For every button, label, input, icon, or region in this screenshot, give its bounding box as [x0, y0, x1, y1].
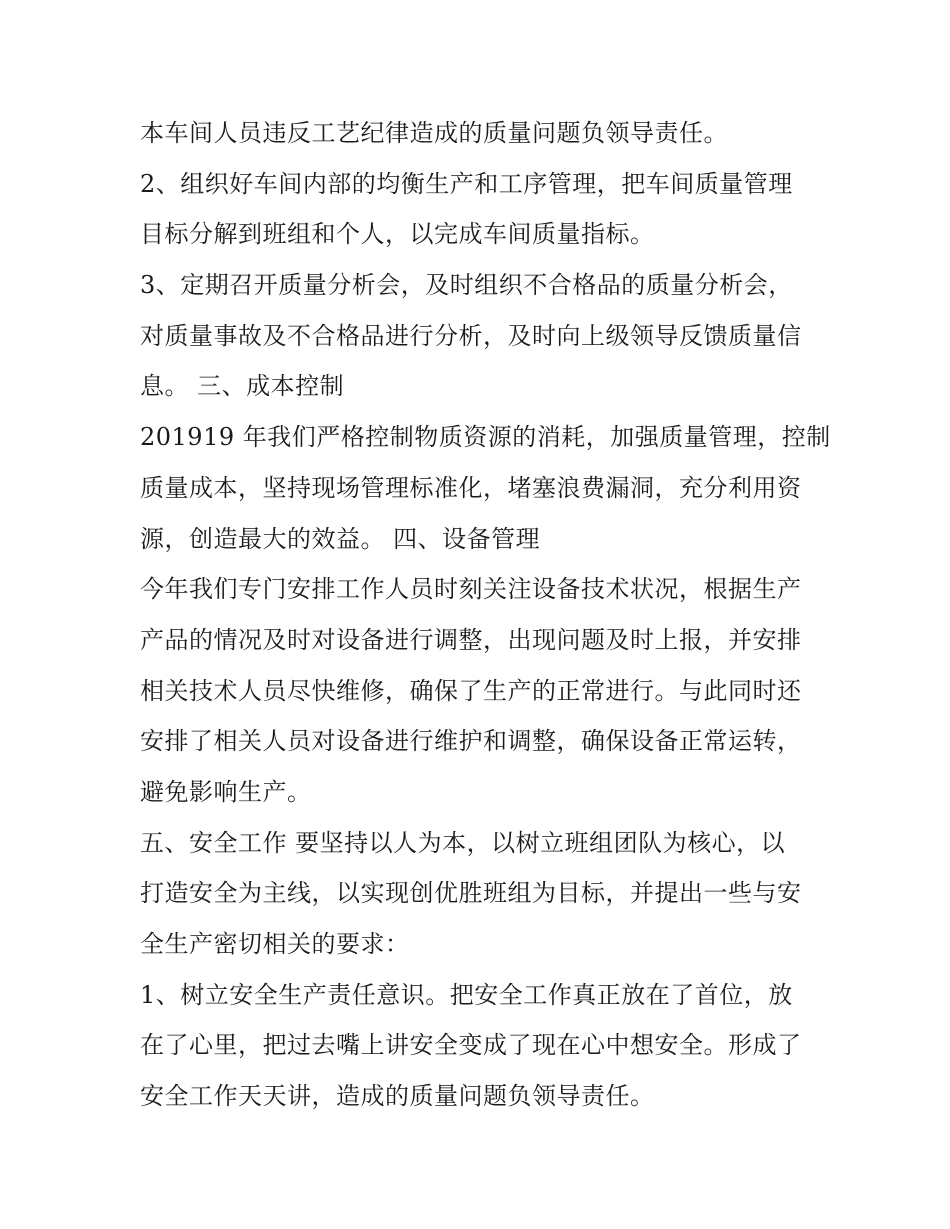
text-line: 息。 三、成本控制: [140, 372, 345, 401]
text-line: 在了心里，把过去嘴上讲安全变成了现在心中想安全。形成了: [140, 1031, 802, 1060]
text-line: 对质量事故及不合格品进行分析，及时向上级领导反馈质量信: [140, 321, 802, 350]
text-line: 产品的情况及时对设备进行调整，出现问题及时上报，并安排: [140, 625, 802, 654]
text-line: 质量成本，坚持现场管理标准化，堵塞浪费漏洞，充分利用资: [140, 473, 802, 502]
text-line: 201919 年我们严格控制物质资源的消耗，加强质量管理，控制: [140, 423, 831, 452]
text-line: 安排了相关人员对设备进行维护和调整，确保设备正常运转，: [140, 727, 802, 756]
text-line: 本车间人员违反工艺纪律造成的质量问题负领导责任。: [140, 119, 728, 147]
text-line: 安全工作天天讲，造成的质量问题负领导责任。: [140, 1082, 655, 1111]
text-line: 今年我们专门安排工作人员时刻关注设备技术状况，根据生产: [140, 575, 802, 604]
text-line: 打造安全为主线，以实现创优胜班组为目标，并提出一些与安: [140, 879, 802, 908]
text-line: 避免影响生产。: [140, 777, 312, 806]
text-line: 相关技术人员尽快维修，确保了生产的正常进行。与此同时还: [140, 676, 802, 705]
text-line: 源，创造最大的效益。 四、设备管理: [140, 524, 541, 553]
text-line: 目标分解到班组和个人，以完成车间质量指标。: [140, 220, 655, 249]
text-line: 1、树立安全生产责任意识。把安全工作真正放在了首位，放: [140, 980, 793, 1009]
text-line: 3、定期召开质量分析会，及时组织不合格品的质量分析会，: [140, 271, 793, 300]
document-body: [140, 108, 830, 1122]
text-line: 五、安全工作 要坚持以人为本，以树立班组团队为核心，以: [140, 828, 786, 857]
text-line: 2、组织好车间内部的均衡生产和工序管理，把车间质量管理: [140, 169, 793, 198]
text-line: 全生产密切相关的要求：: [140, 930, 410, 958]
